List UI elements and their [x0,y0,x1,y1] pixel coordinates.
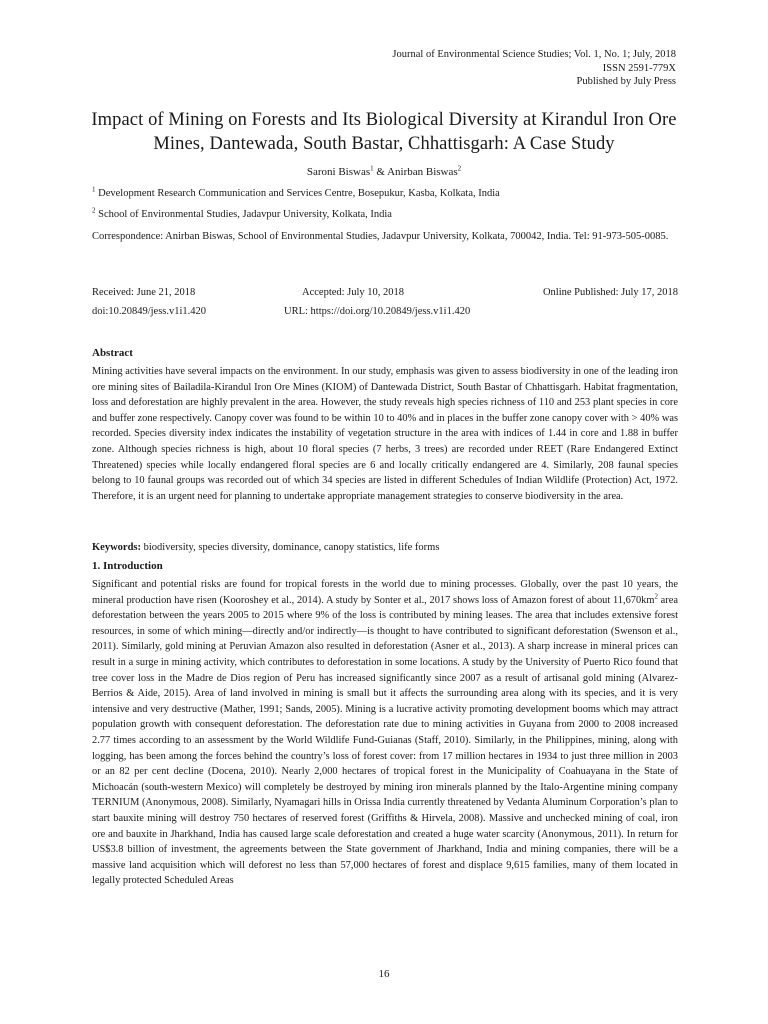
publication-dates [92,287,678,301]
keywords-text: biodiversity, species diversity, dominance, canopy statistics, life forms [141,542,440,553]
journal-citation: Journal of Environmental Science Studies; Vol. 1, No. 1; July, 2018 [392,49,676,60]
publisher: Published by July Press [576,76,676,87]
issn: ISSN 2591-779X [602,62,676,74]
affiliation-marker: 2 [92,206,96,215]
intro-text: Significant and potential risks are found for tropical forests in the world due to mining processes. Globally, over the past 10 years, the mineral production have risen (Kooroshey et al., 2014). A study by Sonter et al., 2017 shows loss of Amazon forest of about 11,670km [92,579,678,606]
author-name: Anirban Biswas [387,166,458,178]
abstract-heading: Abstract [92,347,133,359]
doi-text: doi:10.20849/jess.v1i1.420 [92,306,207,317]
received-date: Received: June 21, 2018 [92,287,196,298]
author-connector: & [373,166,388,178]
page-number: 16 [378,968,390,980]
affiliation-2 [92,208,678,222]
author-line [0,166,768,178]
paper-title: Impact of Mining on Forests and Its Biological Diversity at Kirandul Iron Ore Mines, Dantewada, South Bastar, Chhattisgarh: A Case Study [91,110,677,154]
affiliation-1 [92,187,678,201]
affiliation-text: School of Environmental Studies, Jadavpur University, Kolkata, India [98,209,392,220]
accepted-date: Accepted: July 10, 2018 [302,287,405,298]
published-date: Online Published: July 17, 2018 [542,287,678,298]
introduction-body [92,577,678,889]
affiliation-marker: 1 [92,185,96,194]
journal-header [392,48,676,89]
affiliation-text: Development Research Communication and Services Centre, Bosepukur, Kasba, Kolkata, India [98,188,500,199]
intro-text-continued: area deforestation between the years 2005 to 2015 where 9% of the loss is contributed by mining leases. The area that includes extensive forest resources, in some of which mining—directly and/or indirectly—is thought to have contributed to significant deforestation (Swenson et al., 2011). Similarly, gold mining at Peruvian Amazon also resulted in deforestation (Asner et al., 2013). A sharp increase in mineral prices can result in a surge in mining activity, which contributes to deforestation in some locations. A study by the University of Puerto Rico found that tree cover loss in the Madre de Dios region of Peru has increased significantly since 2007 as a result of artisanal gold mining (Alvarez-Berrios & Aide, 2015). Area of land involved in mining is small but it affects the surrounding area along with its species, and it is very intensive and very destructive (Mather, 1991; Sands, 2005). Mining is a lucrative activity promoting development booms which may attract population growth with consequent deforestation. The deforestation rate due to mining activities in Guyana from 2000 to 2008 increased 2.77 times according to an assessment by the World Wildlife Fund-Guianas (Staff, 2010). Similarly, in the Philippines, mining, along with logging, has been among the forces behind the country’s loss of forest cover: from 17 million hectares in 1934 to just three million in 2003 or an 82 per cent decline (Docena, 2010). Nearly 2,000 hectares of tropical forest in the Municipality of Coahuayana in the State of Michoacán (south-western Mexico) will completely be destroyed by mining iron minerals planned by the Italo-Argentine mining company TERNIUM (Anonymous, 2008). Similarly, Nyamagari hills in Orissa India currently threatened by Vedanta Aluminum Corporation’s plan to start bauxite mining will destroy 750 hectares of reserved forest (Griffiths & Hirvela, 2008). Massive and unchecked mining of coal, iron ore and bauxite in Jharkhand, India has caused large scale deforestation and created a huge water scarcity (Anonymous, 2011). In return for US$3.8 billion of investment, the agreements between the State government of Jharkhand, India and mining companies, there will be a massive land acquisition which will deforest no less than 57,000 hectares of forest and displace 9,615 families, many of them located in legally protected Scheduled Areas [92,594,678,887]
abstract-body: Mining activities have several impacts on the environment. In our study, emphasis was given to assess biodiversity in one of the leading iron ore mining sites of Bailadila-Kirandul Iron Ore Mines (KIOM) of Dantewada District, South Bastar of Chhattisgarh. Habitat fragmentation, loss and deforestation are highly prevalent in the area. However, the study reveals high species richness of 110 and 253 plant species in core and buffer zone respectively. Canopy cover was found to be within 10 to 40% and in places in the buffer zone canopy cover with > 40% was recorded. Species diversity index indicates the instability of vegetation structure in the area with indices of 1.44 in core and 1.88 in buffer zone. Although species richness is high, about 10 floral species (7 herbs, 3 trees) are recorded under REET (Rare Endangered Extinct Threatened) species while locally endangered floral species are 6 and locally critically endangered are 4. Similarly, 208 faunal species belong to 10 faunal groups was recorded out of which 34 species are listed in different Schedules of Indian Wildlife (Protection) Act, 1972. Therefore, it is an urgent need for planning to undertake appropriate management strategies to conserve biodiversity in the area. [92,366,678,502]
author-affiliation-marker: 2 [457,164,462,173]
keywords-label: Keywords: [92,542,141,553]
superscript: 2 [654,592,658,601]
author-affiliation-marker: 1 [370,164,374,173]
correspondence: Correspondence: Anirban Biswas, School of Environmental Studies, Jadavpur University, Kolkata, 700042, India. Tel: 91-973-505-0085. [92,231,669,242]
keywords [92,542,678,553]
doi-url[interactable]: URL: https://doi.org/10.20849/jess.v1i1.420 [284,306,471,317]
doi-row [92,306,678,320]
author-name: Saroni Biswas [306,166,371,178]
introduction-heading: 1. Introduction [92,560,163,572]
